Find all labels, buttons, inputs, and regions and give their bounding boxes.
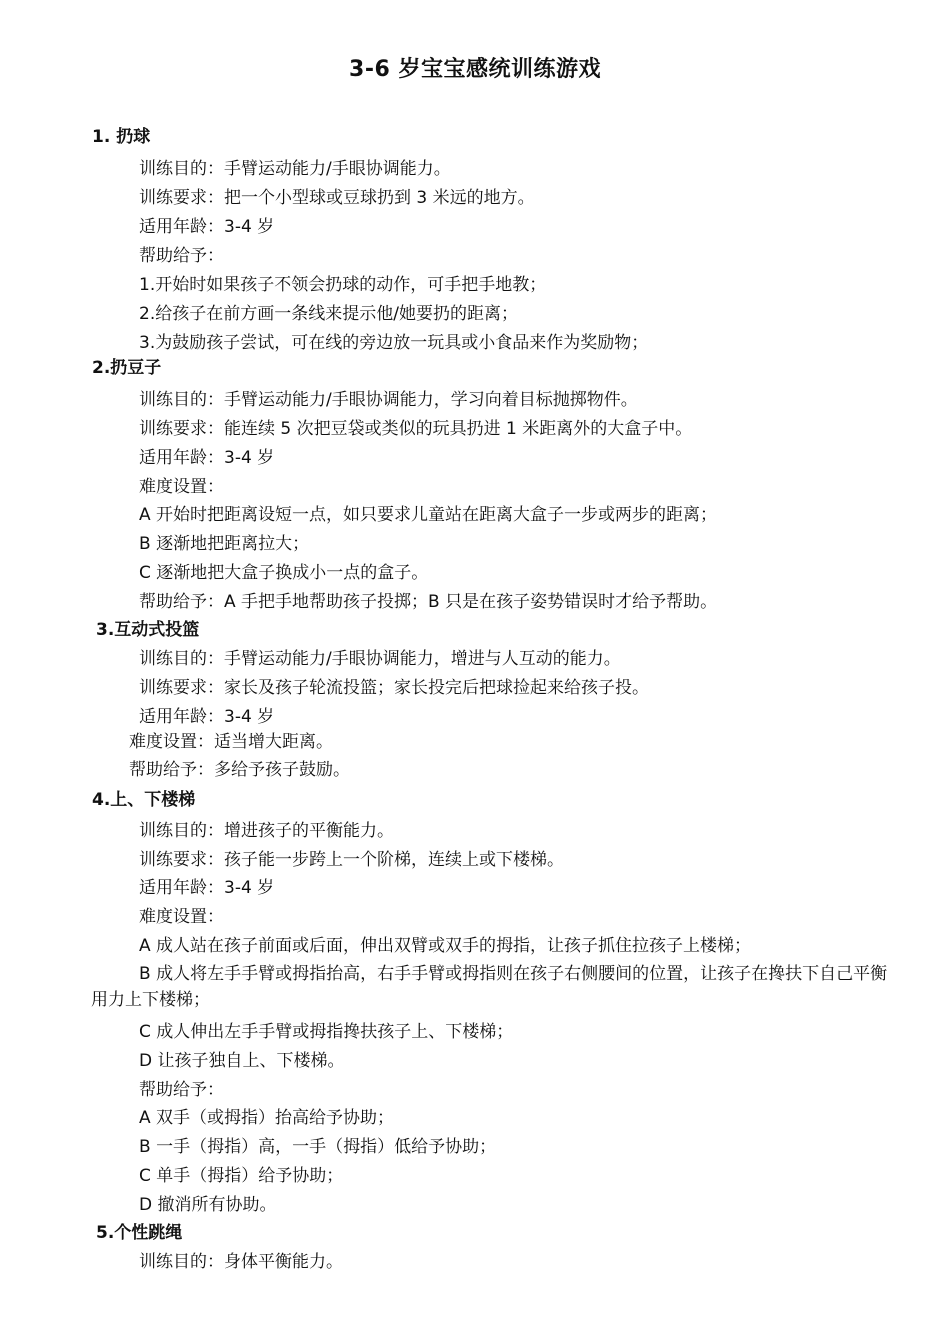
section-4-line: 难度设置： — [139, 907, 224, 927]
section-heading-5: 5.个性跳绳 — [96, 1223, 183, 1243]
section-2-line: 适用年龄：3-4 岁 — [139, 448, 275, 468]
section-3-line: 训练目的：手臂运动能力/手眼协调能力，增进与人互动的能力。 — [139, 649, 621, 669]
section-4-line: 训练目的：增进孩子的平衡能力。 — [139, 821, 394, 841]
section-4-line: 帮助给予： — [139, 1080, 224, 1100]
section-3-line: 训练要求：家长及孩子轮流投篮；家长投完后把球捡起来给孩子投。 — [139, 678, 649, 698]
section-1-line: 2.给孩子在前方画一条线来提示他/她要扔的距离； — [139, 304, 518, 324]
page-title: 3-6 岁宝宝感统训练游戏 — [349, 57, 601, 82]
section-5-line: 训练目的：身体平衡能力。 — [139, 1252, 343, 1272]
section-heading-1: 1. 扔球 — [92, 127, 151, 147]
section-3-line: 适用年龄：3-4 岁 — [139, 707, 275, 727]
section-heading-3: 3.互动式投篮 — [96, 620, 200, 640]
section-3-line: 难度设置：适当增大距离。 — [129, 732, 333, 752]
section-4-line: A 双手（或拇指）抬高给予协助； — [139, 1108, 395, 1128]
section-4-line: C 单手（拇指）给予协助； — [139, 1166, 344, 1186]
section-2-line: C 逐渐地把大盒子换成小一点的盒子。 — [139, 563, 429, 583]
section-4-line: 训练要求：孩子能一步跨上一个阶梯，连续上或下楼梯。 — [139, 850, 564, 870]
section-1-line: 适用年龄：3-4 岁 — [139, 217, 275, 237]
section-2-line: 难度设置： — [139, 477, 224, 497]
section-4-line: A 成人站在孩子前面或后面，伸出双臂或双手的拇指，让孩子抓住拉孩子上楼梯； — [139, 936, 752, 956]
section-2-line: 帮助给予：A 手把手地帮助孩子投掷；B 只是在孩子姿势错误时才给予帮助。 — [139, 592, 718, 612]
section-1-line: 3.为鼓励孩子尝试，可在线的旁边放一玩具或小食品来作为奖励物； — [139, 333, 649, 353]
section-4-line: B 一手（拇指）高，一手（拇指）低给予协助； — [139, 1137, 497, 1157]
section-1-line: 训练要求：把一个小型球或豆球扔到 3 米远的地方。 — [139, 188, 535, 208]
section-3-line: 帮助给予：多给予孩子鼓励。 — [129, 760, 350, 780]
section-heading-2: 2.扔豆子 — [92, 358, 162, 378]
section-1-line: 训练目的：手臂运动能力/手眼协调能力。 — [139, 159, 451, 179]
section-2-line: A 开始时把距离设短一点，如只要求儿童站在距离大盒子一步或两步的距离； — [139, 505, 718, 525]
section-2-line: B 逐渐地把距离拉大； — [139, 534, 310, 554]
section-1-line: 帮助给予： — [139, 246, 224, 266]
section-4-line: D 撤消所有协助。 — [139, 1195, 277, 1215]
section-heading-4: 4.上、下楼梯 — [92, 790, 196, 810]
section-4-line: D 让孩子独自上、下楼梯。 — [139, 1051, 345, 1071]
section-4-line: C 成人伸出左手手臂或拇指搀扶孩子上、下楼梯； — [139, 1022, 514, 1042]
section-2-line: 训练目的：手臂运动能力/手眼协调能力，学习向着目标抛掷物件。 — [139, 390, 638, 410]
section-4-line: 适用年龄：3-4 岁 — [139, 878, 275, 898]
section-4-line: B 成人将左手手臂或拇指抬高，右手手臂或拇指则在孩子右侧腰间的位置，让孩子在搀扶下自己平衡用力上下楼梯； — [91, 964, 888, 1010]
section-2-line: 训练要求：能连续 5 次把豆袋或类似的玩具扔进 1 米距离外的大盒子中。 — [139, 419, 693, 439]
section-1-line: 1.开始时如果孩子不领会扔球的动作，可手把手地教； — [139, 275, 547, 295]
